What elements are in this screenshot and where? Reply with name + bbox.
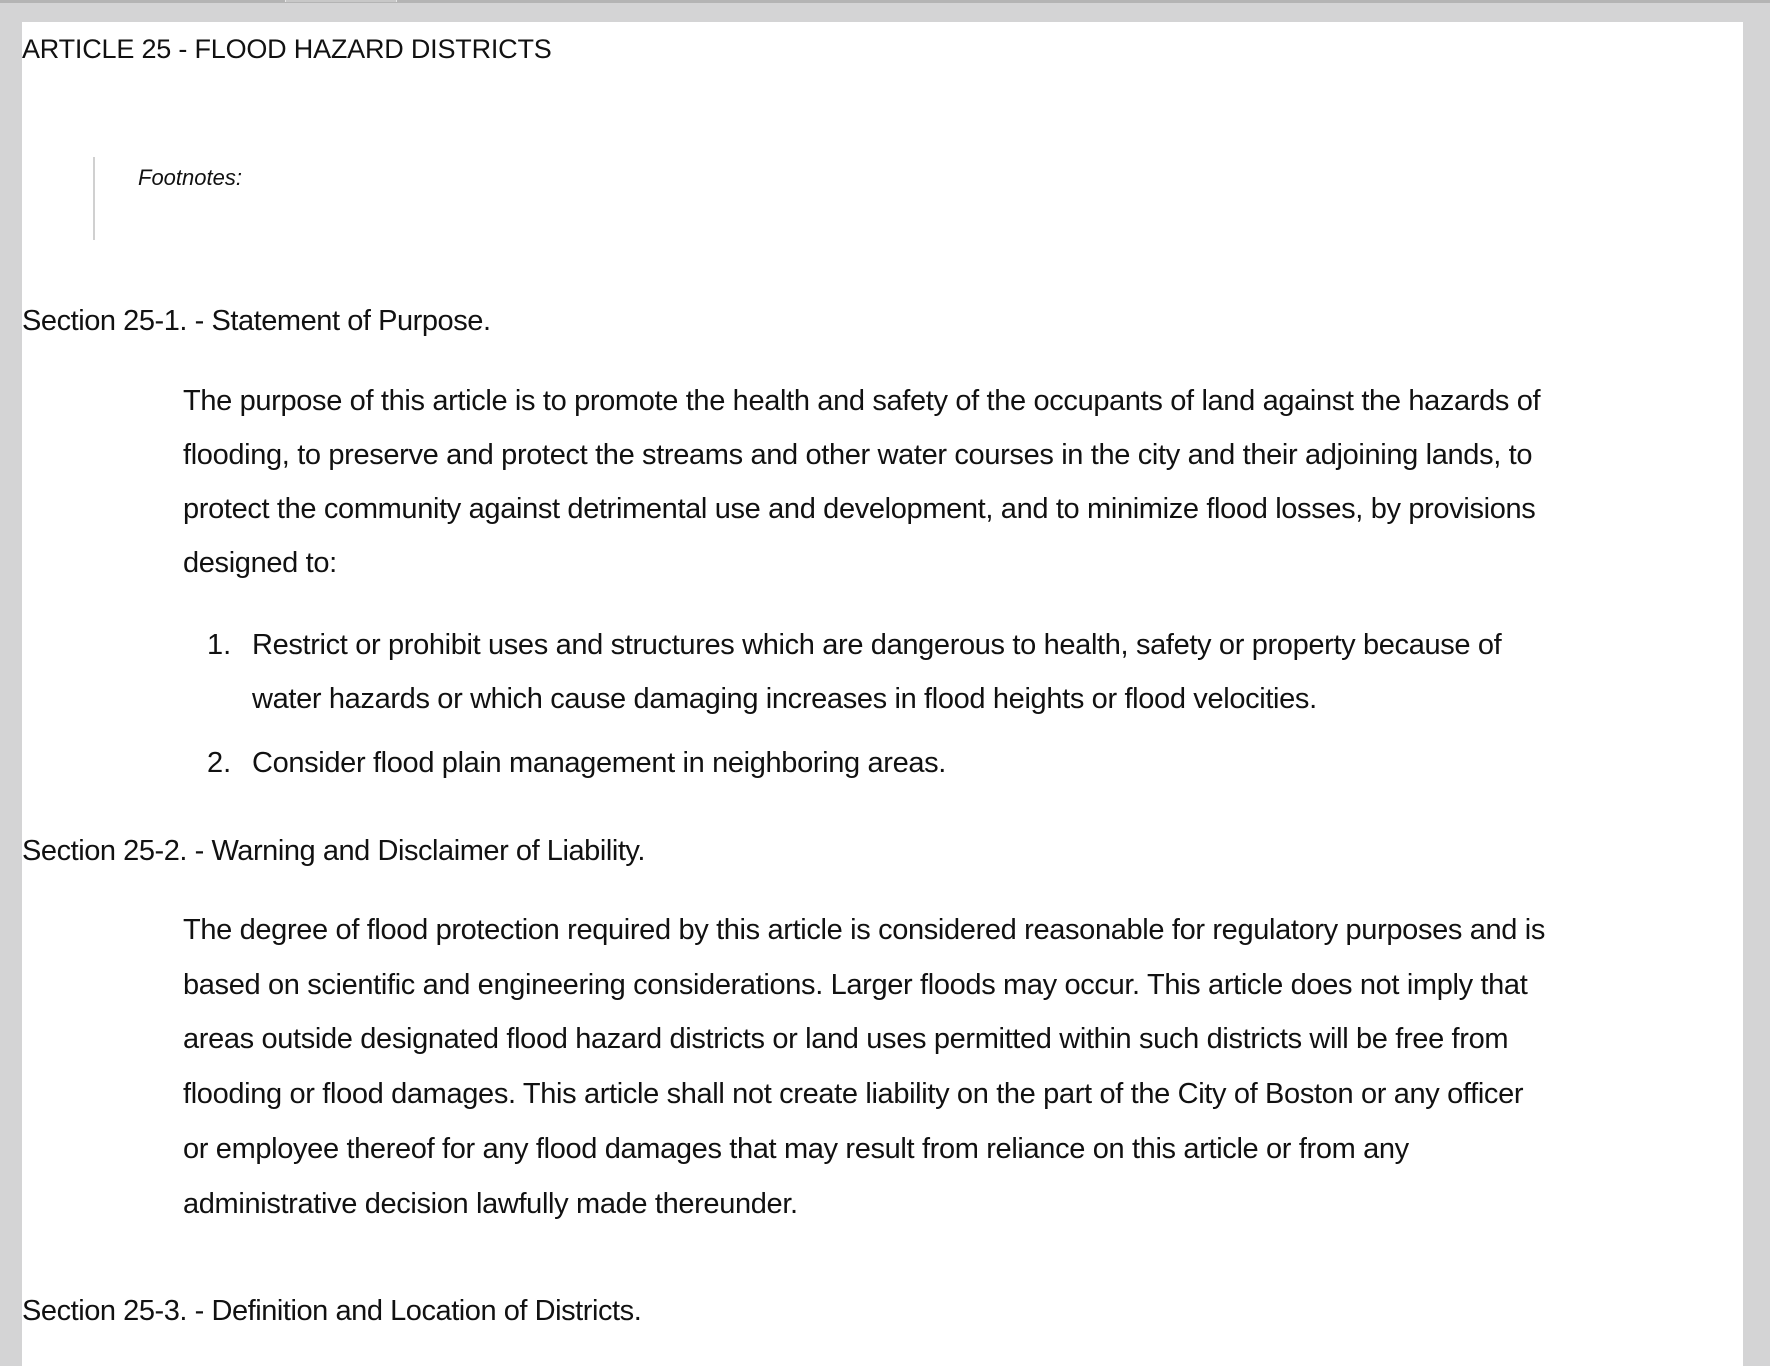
list-item-line: Consider flood plain management in neighboring areas. bbox=[252, 747, 947, 779]
section-heading-25-2: Section 25-2. - Warning and Disclaimer of Liability. bbox=[22, 835, 645, 867]
section-heading-25-1: Section 25-1. - Statement of Purpose. bbox=[22, 305, 491, 337]
window-top-edge bbox=[0, 0, 1770, 3]
list-number: 2. bbox=[207, 747, 232, 779]
list-item-line: water hazards or which cause damaging increases in flood heights or flood velocities. bbox=[252, 683, 1317, 715]
section-heading-25-3: Section 25-3. - Definition and Location of Districts. bbox=[22, 1295, 642, 1327]
paragraph-line: The purpose of this article is to promote the health and safety of the occupants of land against the hazards of bbox=[183, 385, 1541, 417]
footnotes-rule bbox=[93, 157, 95, 240]
footnotes-label: Footnotes: bbox=[138, 165, 242, 190]
paragraph-line: designed to: bbox=[183, 547, 337, 579]
paragraph-line: or employee thereof for any flood damages that may result from reliance on this article or from any bbox=[183, 1133, 1409, 1165]
paragraph-line: based on scientific and engineering considerations. Larger floods may occur. This article does not imply that bbox=[183, 969, 1528, 1001]
paragraph-line: areas outside designated flood hazard districts or land uses permitted within such districts will be free from bbox=[183, 1023, 1509, 1055]
paragraph-line: flooding, to preserve and protect the streams and other water courses in the city and their adjoining lands, to bbox=[183, 439, 1533, 471]
tab-indicator bbox=[285, 0, 397, 2]
paragraph-line: administrative decision lawfully made thereunder. bbox=[183, 1188, 798, 1220]
paragraph-line: The degree of flood protection required by this article is considered reasonable for regulatory purposes and is bbox=[183, 914, 1546, 946]
article-title: ARTICLE 25 - FLOOD HAZARD DISTRICTS bbox=[22, 34, 552, 64]
list-item-line: Restrict or prohibit uses and structures which are dangerous to health, safety or property because of bbox=[252, 629, 1502, 661]
list-number: 1. bbox=[207, 629, 232, 661]
document-page bbox=[22, 22, 1743, 1366]
paragraph-line: protect the community against detrimental use and development, and to minimize flood losses, by provisions bbox=[183, 493, 1536, 525]
paragraph-line: flooding or flood damages. This article shall not create liability on the part of the City of Boston or any officer bbox=[183, 1078, 1524, 1110]
